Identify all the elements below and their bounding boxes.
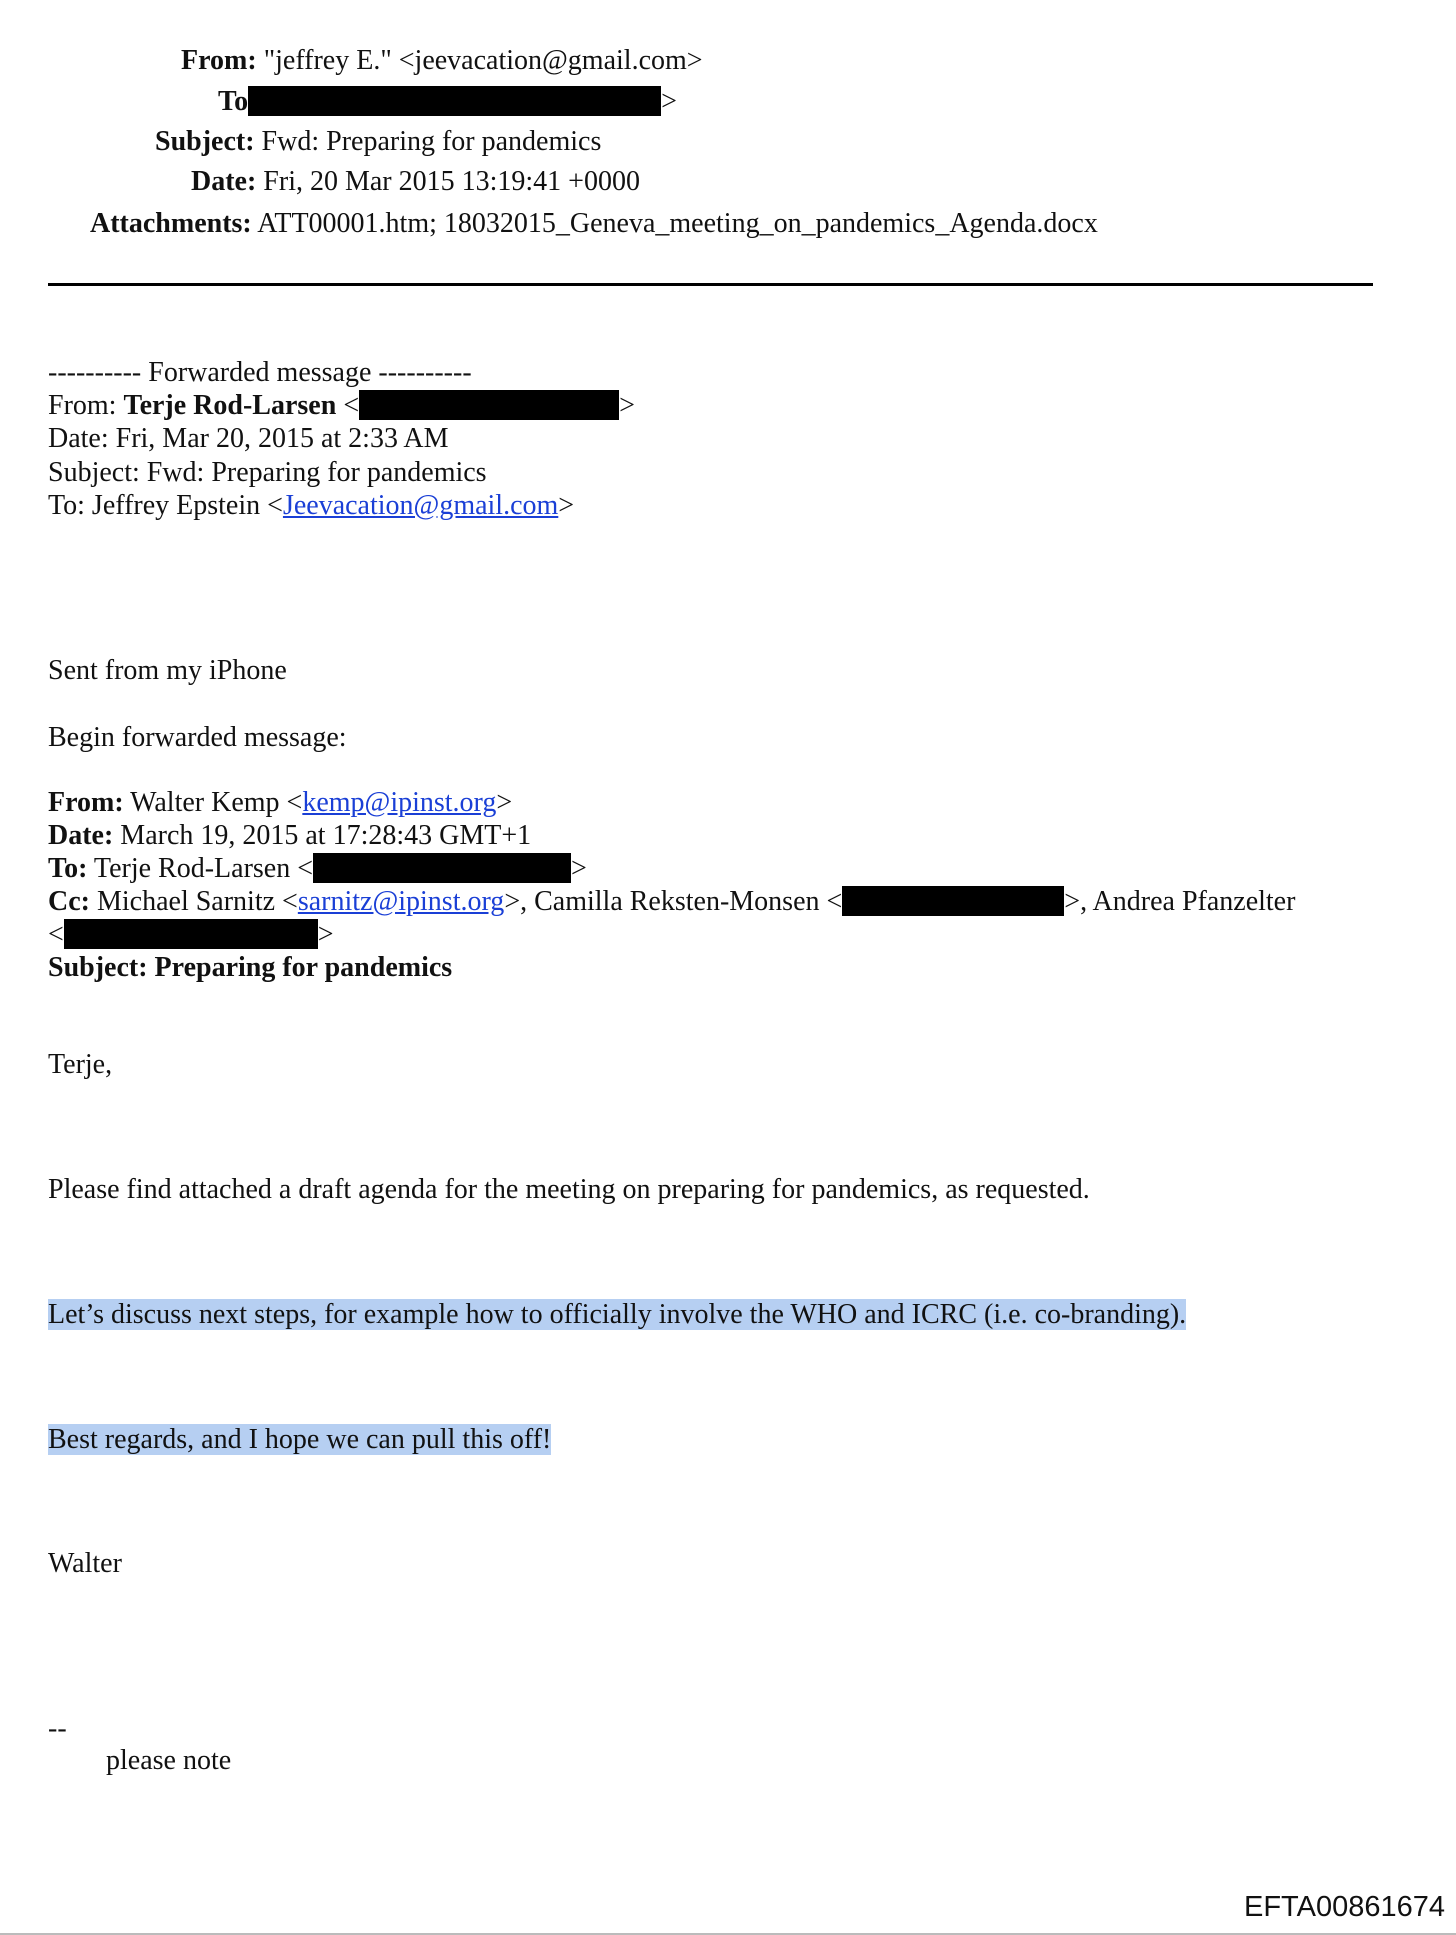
- document-id: EFTA00861674: [1244, 1891, 1445, 1923]
- fwd2-from-line: [48, 786, 512, 820]
- paragraph-3: [48, 1423, 551, 1457]
- paragraph-3-highlighted: Best regards, and I hope we can pull this off!: [48, 1424, 552, 1455]
- fwd2-from-email-link[interactable]: kemp@ipinst.org: [302, 787, 497, 818]
- forward-separator: ---------- Forwarded message ----------: [48, 357, 472, 388]
- fwd2-from-close: >: [496, 787, 513, 818]
- header-from-value: "jeffrey E." <jeevacation@gmail.com>: [263, 45, 703, 76]
- redaction-bar: [248, 86, 661, 116]
- fwd2-to-close: >: [571, 853, 587, 884]
- fwd2-cc-line: [48, 885, 1295, 919]
- fwd2-from-label: From:: [48, 787, 124, 818]
- fwd2-to-line: [48, 852, 587, 886]
- header-attachments: [90, 207, 1098, 241]
- header-subject-label: Subject:: [155, 126, 255, 157]
- header-date-label: Date:: [191, 166, 257, 197]
- header-to: [218, 85, 677, 119]
- header-subject: [155, 125, 601, 159]
- forward-subject-line: Subject: Fwd: Preparing for pandemics: [48, 457, 487, 488]
- fwd2-to-value: Terje Rod-Larsen <: [87, 853, 314, 884]
- forward-from-close: >: [619, 390, 635, 421]
- begin-forwarded-message: Begin forwarded message:: [48, 722, 347, 753]
- fwd2-cc-cont-close: >: [317, 919, 334, 950]
- header-attachments-label: Attachments:: [90, 208, 252, 239]
- fwd2-cc-cont-open: <: [48, 919, 64, 950]
- fwd2-cc-continuation: [48, 918, 334, 952]
- forward-from-open: <: [336, 390, 360, 421]
- signature-separator: --: [48, 1713, 67, 1744]
- paragraph-2-highlighted: Let’s discuss next steps, for example how to officially involve the WHO and ICRC (i.e. co-branding).: [48, 1299, 1187, 1330]
- header-divider: [48, 283, 1373, 286]
- header-from-label: From:: [181, 45, 257, 76]
- fwd2-date-line: [48, 819, 531, 853]
- header-date: [191, 165, 640, 199]
- header-subject-value: Fwd: Preparing for pandemics: [261, 126, 602, 157]
- fwd2-from-value: Walter Kemp <: [123, 787, 303, 818]
- fwd2-cc-label: Cc:: [48, 886, 90, 917]
- redaction-bar: [359, 390, 619, 420]
- header-from: [181, 44, 703, 78]
- fwd2-cc-value3: >, Andrea Pfanzelter: [1064, 886, 1296, 917]
- header-to-label: To: [218, 86, 249, 117]
- fwd2-cc-value2: >, Camilla Reksten-Monsen <: [504, 886, 843, 917]
- fwd2-cc-email-link[interactable]: sarnitz@ipinst.org: [297, 886, 505, 917]
- fwd2-subject-line: Subject: Preparing for pandemics: [48, 952, 453, 983]
- forward-to-email-link[interactable]: Jeevacation@gmail.com: [282, 490, 559, 521]
- fwd2-date-value: March 19, 2015 at 17:28:43 GMT+1: [113, 820, 532, 851]
- forward-to-line: [48, 489, 574, 523]
- paragraph-2: [48, 1298, 1186, 1332]
- sent-from-iphone: Sent from my iPhone: [48, 655, 287, 686]
- fwd2-cc-value1: Michael Sarnitz <: [89, 886, 298, 917]
- paragraph-1: Please find attached a draft agenda for the meeting on preparing for pandemics, as requested.: [48, 1174, 1090, 1205]
- header-date-value: Fri, 20 Mar 2015 13:19:41 +0000: [263, 166, 640, 197]
- fwd2-date-label: Date:: [48, 820, 114, 851]
- forward-date-line: Date: Fri, Mar 20, 2015 at 2:33 AM: [48, 423, 449, 454]
- forward-from-name: Terje Rod-Larsen: [123, 390, 337, 421]
- forward-from-line: [48, 389, 635, 423]
- header-attachments-value: ATT00001.htm; 18032015_Geneva_meeting_on_pandemics_Agenda.docx: [257, 208, 1098, 239]
- forward-to-close: >: [558, 490, 575, 521]
- forward-from-prefix: From:: [48, 390, 124, 421]
- please-note: please note: [106, 1745, 232, 1776]
- signature: Walter: [48, 1548, 122, 1579]
- redaction-bar: [313, 853, 571, 883]
- forward-to-prefix: To: Jeffrey Epstein <: [48, 490, 283, 521]
- redaction-bar: [64, 919, 318, 949]
- greeting: Terje,: [48, 1049, 113, 1080]
- header-to-close: >: [661, 86, 677, 117]
- fwd2-to-label: To:: [48, 853, 88, 884]
- redaction-bar: [842, 886, 1064, 916]
